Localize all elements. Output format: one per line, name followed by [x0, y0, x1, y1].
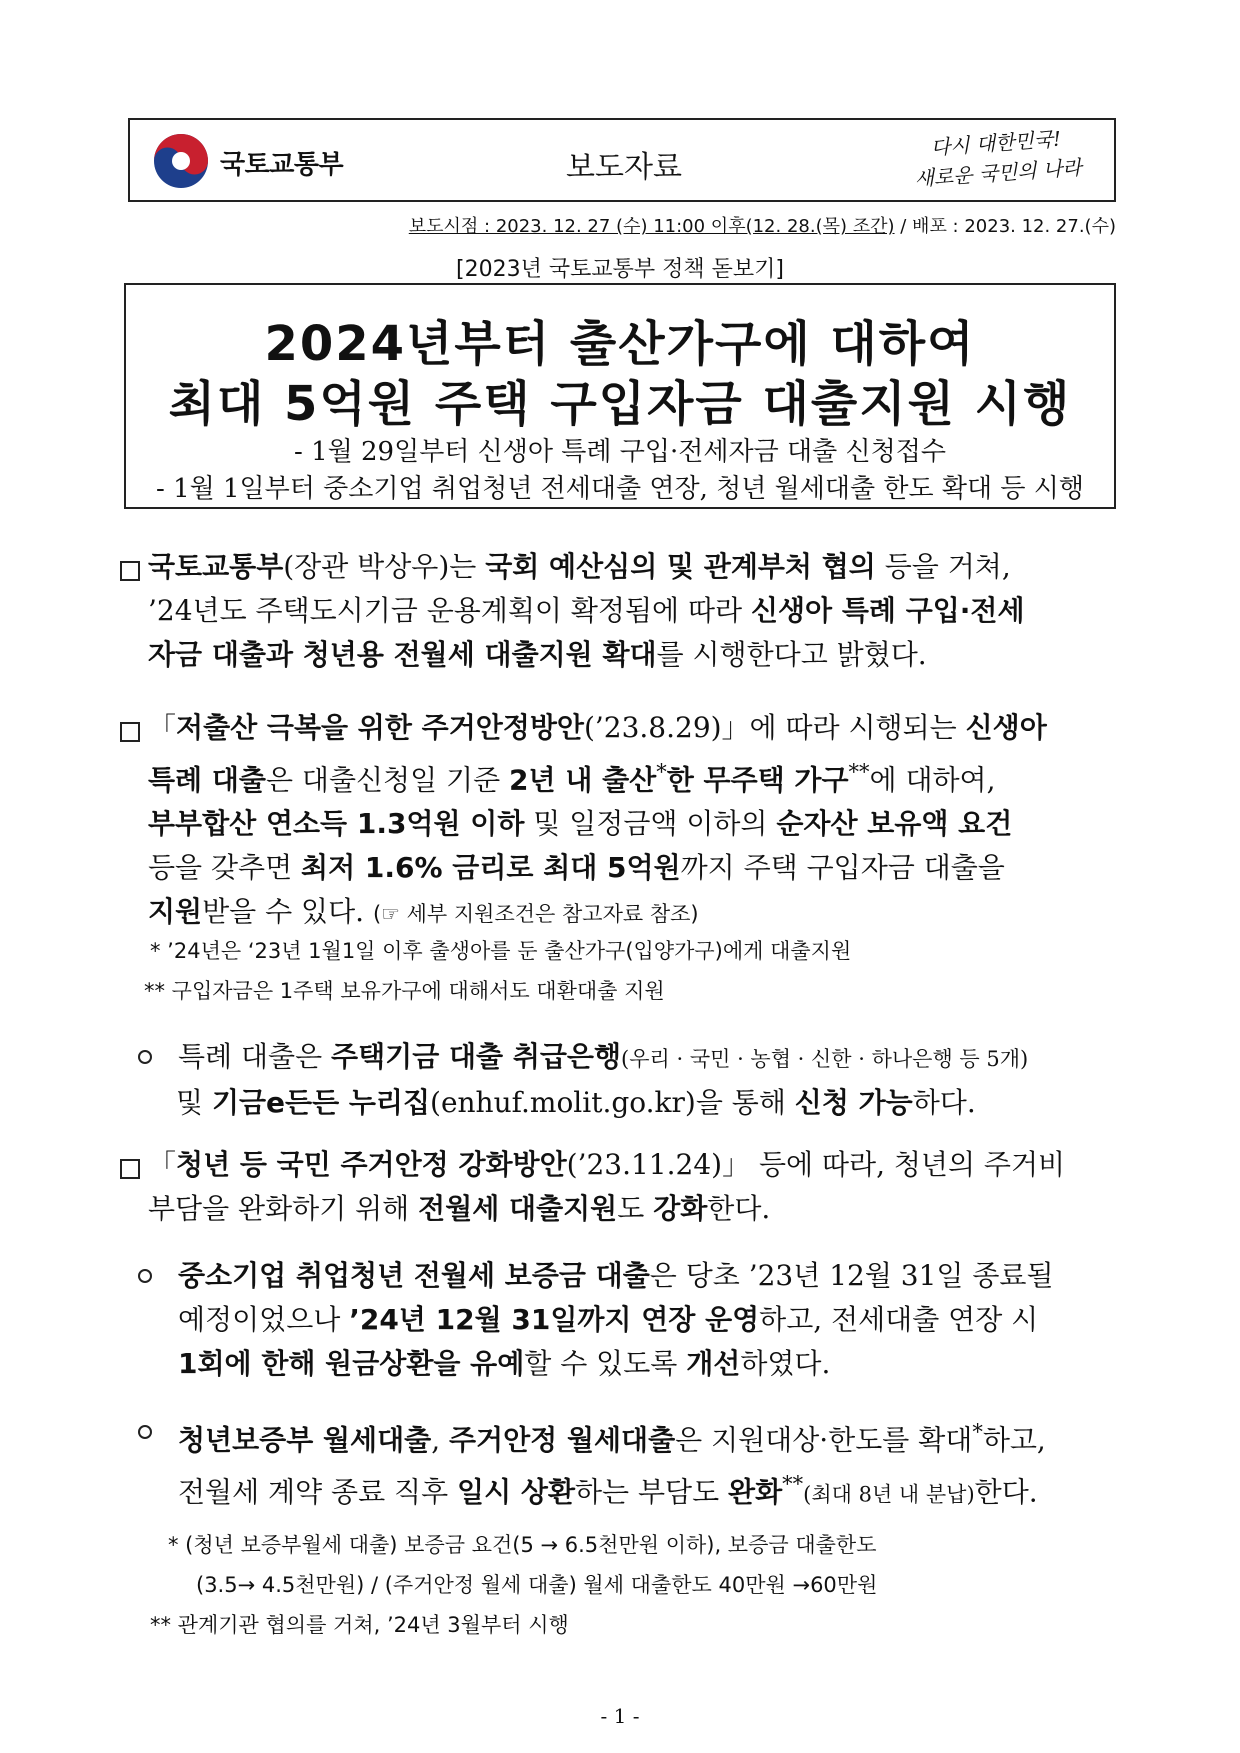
p2-text: 「 [148, 711, 177, 744]
title-box [124, 283, 1116, 509]
paragraph-5 [178, 1254, 1054, 1386]
p1-emphasis: 자금 대출과 청년용 전월세 대출지원 확대 [148, 638, 657, 671]
p2-text: 및 일정금액 이하의 [524, 807, 777, 841]
p2-emphasis: 지원 [148, 895, 203, 929]
p3-text: 및 [176, 1086, 212, 1119]
p4-text: (’23.11.24)」 등에 따라, 청년의 주거비 [566, 1148, 1066, 1181]
p4-text: 도 [617, 1192, 654, 1225]
p6-text: , [431, 1423, 449, 1457]
p3-emphasis: 신청 가능 [794, 1086, 913, 1119]
p5-text: 예정이었으나 [178, 1303, 350, 1336]
p1-minister: (장관 박상우) [283, 550, 450, 583]
p5-text: 하고, 전세대출 연장 시 [759, 1303, 1039, 1336]
p3-text: 하다. [912, 1086, 976, 1119]
p4-emphasis: 청년 등 국민 주거안정 강화방안 [176, 1148, 567, 1181]
p6-text: 한다. [974, 1475, 1038, 1509]
bullet-box-icon [120, 722, 140, 742]
p2-emphasis: 부부합산 연소득 1.3억원 이하 [148, 807, 525, 841]
document-type: 보도자료 [566, 150, 682, 185]
footnote-mark: * [972, 1420, 983, 1444]
p2-text: (’23.8.29)」에 따라 시행되는 [583, 711, 966, 744]
p5-text: 할 수 있도록 [524, 1347, 687, 1380]
p2-text: 은 대출신청일 기준 [265, 763, 510, 797]
footnote-3: * (청년 보증부월세 대출) 보증금 요건(5 → 6.5천만원 이하), 보증금 대출한도 [168, 1533, 877, 1557]
paragraph-1 [148, 545, 1025, 677]
bullet-circle-icon [138, 1425, 152, 1439]
p6-text: 전월세 계약 종료 직후 [178, 1475, 458, 1509]
distribution-date: / 배포 : 2023. 12. 27.(수) [900, 216, 1116, 237]
footnote-3-cont: (3.5→ 4.5천만원) / (주거안정 월세 대출) 월세 대출한도 40만원 →60만원 [196, 1573, 878, 1597]
p6-text: 하고, [982, 1423, 1046, 1457]
footnote-4: ** 관계기관 협의를 거쳐, ’24년 3월부터 시행 [150, 1613, 569, 1637]
p6-aside: (최대 8년 내 분납) [803, 1482, 975, 1507]
p6-emphasis: 주거안정 월세대출 [449, 1423, 676, 1457]
bullet-circle-icon [138, 1269, 152, 1283]
p3-emphasis: 주택기금 대출 취급은행 [331, 1040, 622, 1073]
bank-list: (우리 · 국민 · 농협 · 신한 · 하나은행 등 5개) [621, 1047, 1029, 1071]
headline-line2: 최대 5억원 주택 구입자금 대출지원 시행 [168, 376, 1072, 432]
bullet-circle-icon [138, 1050, 152, 1064]
p2-emphasis: 특례 대출 [148, 763, 266, 797]
p1-text: 를 시행한다고 밝혔다. [656, 638, 927, 671]
p1-emphasis: 신생아 특례 구입·전세 [750, 594, 1025, 627]
p6-text: 하는 부담도 [575, 1475, 729, 1509]
footnote-mark: * [656, 760, 667, 784]
p2-emphasis: 2년 내 출산 [509, 763, 657, 797]
p5-emphasis: 1회에 한해 원금상환을 유예 [178, 1347, 525, 1380]
paragraph-3 [178, 1035, 1028, 1125]
p4-text: 한다. [707, 1192, 771, 1225]
paragraph-2 [148, 706, 1047, 936]
p1-text: ’24년도 주택도시기금 운용계획이 확정됨에 따라 [148, 594, 751, 627]
p3-text: 특례 대출은 [178, 1040, 332, 1073]
p1-emphasis: 국회 예산심의 및 관계부처 협의 [485, 550, 876, 583]
footnote-1: * ’24년은 ‘23년 1월1일 이후 출생아를 둔 출산가구(입양가구)에게 대출지원 [150, 939, 852, 963]
p1-text: 는 [449, 550, 486, 583]
p4-text: 부담을 완화하기 위해 [148, 1192, 419, 1225]
p6-text: 은 지원대상·한도를 확대 [675, 1423, 973, 1457]
ministry-name: 국토교통부 [220, 150, 344, 180]
p2-text: 받을 수 있다. [202, 895, 373, 929]
p4-emphasis: 전월세 대출지원 [418, 1192, 618, 1225]
bullet-box-icon [120, 1159, 140, 1179]
p5-emphasis: 개선 [686, 1347, 741, 1380]
headline-line1: 2024년부터 출산가구에 대하여 [264, 316, 976, 372]
p2-text: 등을 갖추면 [148, 851, 302, 885]
p2-emphasis: 한 무주택 가구 [666, 763, 849, 797]
p4-text: 「 [148, 1148, 177, 1181]
p5-emphasis: ’24년 12월 31일까지 연장 운영 [349, 1303, 760, 1336]
embargo-time: 보도시점 : 2023. 12. 27 (수) 11:00 이후(12. 28.(목) 조간) [408, 216, 895, 237]
p5-text: 은 당초 ’23년 12월 31일 종료될 [649, 1259, 1054, 1292]
bullet-box-icon [120, 561, 140, 581]
p1-text: 등을 거쳐, [875, 550, 1011, 583]
header-box [128, 118, 1116, 202]
subheadline-1: - 1월 29일부터 신생아 특례 구입·전세자금 대출 신청접수 [294, 437, 946, 467]
slogan-line1: 다시 대한민국! [930, 126, 1062, 160]
p4-emphasis: 강화 [653, 1192, 708, 1225]
paragraph-6 [178, 1410, 1046, 1517]
p2-emphasis: 신생아 [965, 711, 1047, 744]
footnote-mark: ** [848, 760, 870, 784]
series-label: [2023년 국토교통부 정책 돋보기] [456, 257, 784, 282]
p5-text: 하였다. [740, 1347, 831, 1380]
subheadline-2: - 1월 1일부터 중소기업 취업청년 전세대출 연장, 청년 월세대출 한도 확대 등 시행 [156, 474, 1084, 504]
p6-emphasis: 일시 상환 [457, 1475, 575, 1509]
reference-note: (☞ 세부 지원조건은 참고자료 참조) [372, 902, 699, 927]
p3-emphasis: 기금e든든 누리집 [211, 1086, 431, 1119]
footnote-mark: ** [782, 1472, 804, 1497]
p2-text: 에 대하여, [869, 763, 996, 797]
p1-ministry: 국토교통부 [148, 550, 284, 583]
release-dates [409, 212, 1116, 238]
page-number: - 1 - [600, 1704, 640, 1728]
p6-emphasis: 청년보증부 월세대출 [178, 1423, 432, 1457]
p2-emphasis: 순자산 보유액 요건 [776, 807, 1013, 841]
p5-emphasis: 중소기업 취업청년 전월세 보증금 대출 [178, 1259, 650, 1292]
p2-emphasis: 저출산 극복을 위한 주거안정방안 [176, 711, 584, 744]
p2-emphasis: 최저 1.6% 금리로 최대 5억원 [301, 851, 681, 885]
footnote-2: ** 구입자금은 1주택 보유가구에 대해서도 대환대출 지원 [144, 979, 665, 1003]
p6-emphasis: 완화 [728, 1475, 783, 1509]
paragraph-4 [148, 1143, 1065, 1231]
slogan-line2: 새로운 국민의 나라 [913, 155, 1083, 191]
p2-text: 까지 주택 구입자금 대출을 [680, 851, 1005, 885]
website-url: (enhuf.molit.go.kr)을 통해 [430, 1086, 795, 1119]
